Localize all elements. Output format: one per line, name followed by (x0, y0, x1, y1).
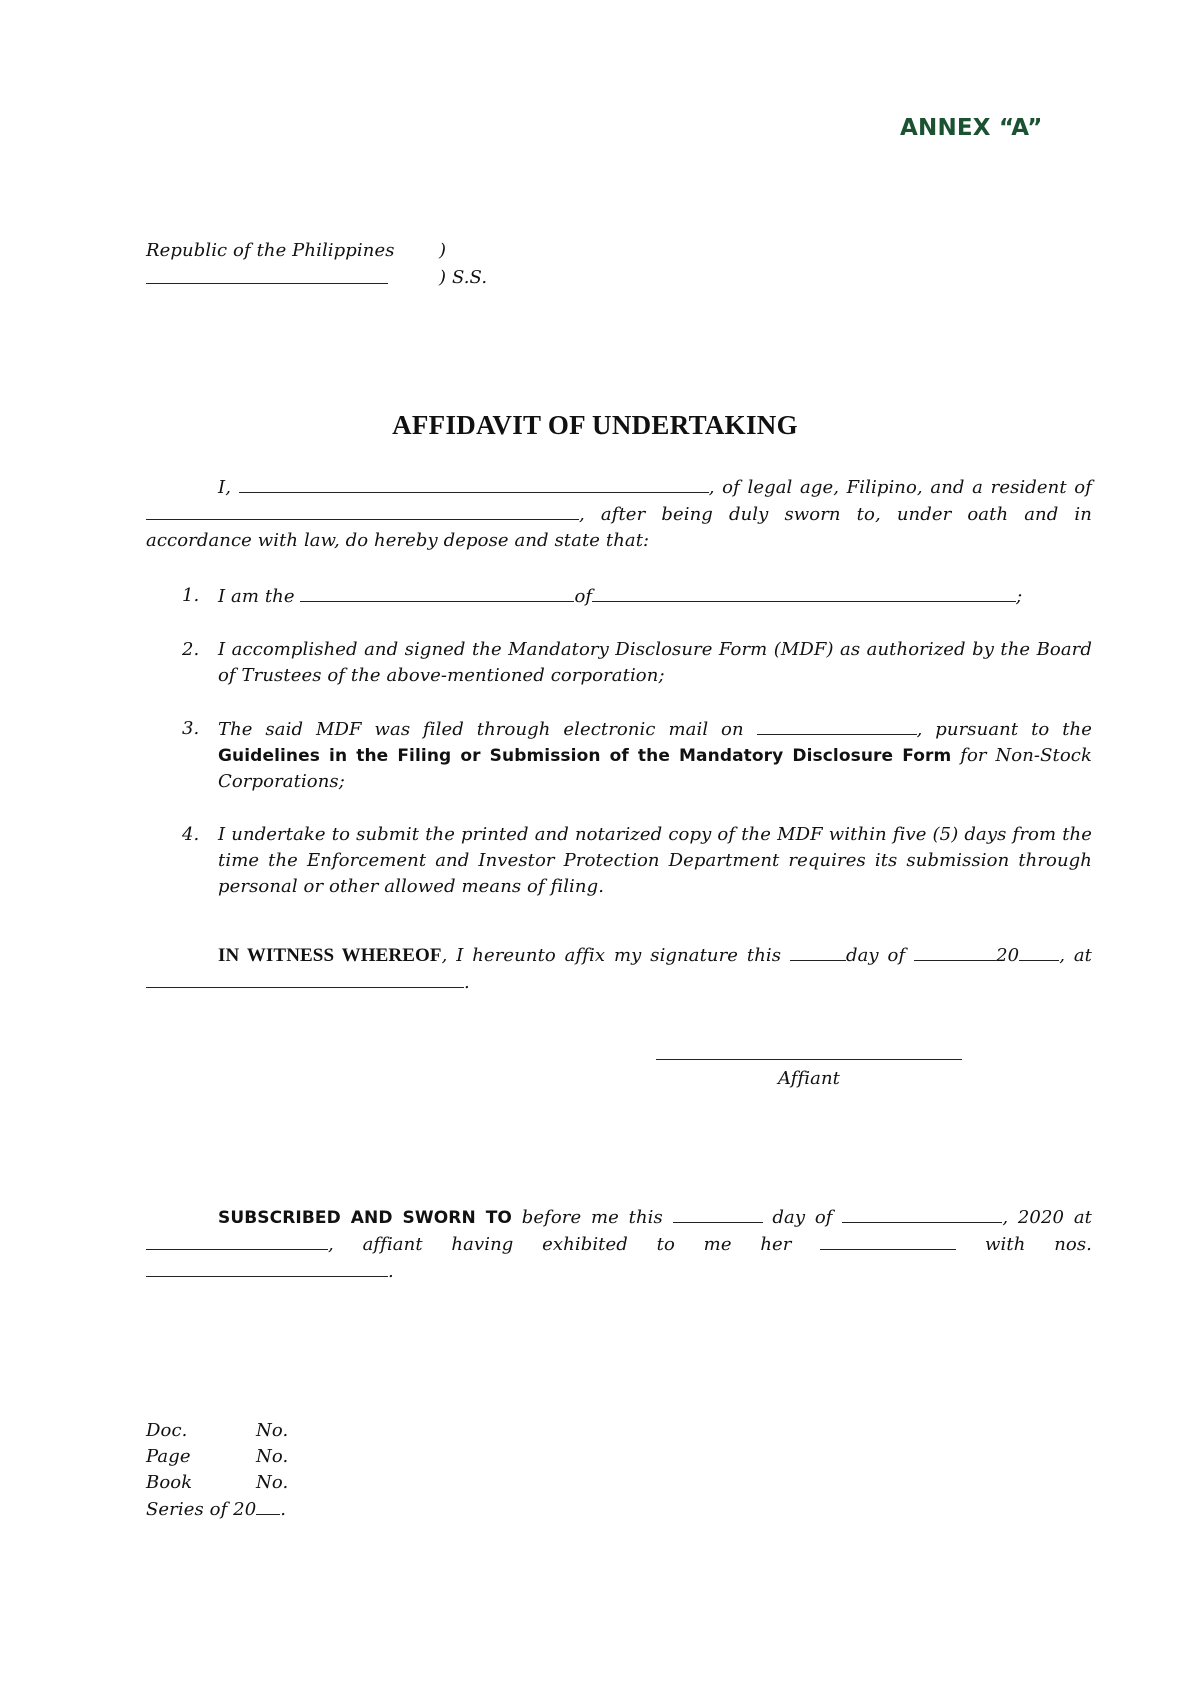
item-number: 1. (182, 585, 200, 606)
intro-i: I, (218, 477, 232, 498)
witness-paragraph (146, 942, 1092, 996)
item-number: 4. (182, 824, 200, 845)
notary-row (146, 1470, 289, 1496)
list-item (146, 583, 1092, 610)
id-number-blank[interactable] (146, 1258, 388, 1277)
intro-line3: accordance with law, do hereby depose and state that: (146, 530, 650, 551)
witness-text-b: day of (845, 945, 906, 966)
venue-city-blank[interactable] (146, 265, 388, 284)
series-period: . (280, 1499, 287, 1520)
intro-after-residence: , after being duly sworn to, under oath and in (579, 504, 1092, 525)
item-1-text-c: ; (1016, 586, 1023, 607)
subscribed-text-d: , affiant having exhibited to me her (328, 1234, 792, 1255)
witness-text-d: , at (1059, 945, 1093, 966)
witness-text-a: , I hereunto affix my signature this (441, 945, 782, 966)
item-1-text-a: I am the (218, 586, 295, 607)
affiant-signature-line[interactable] (656, 1058, 962, 1060)
subscribed-paragraph (146, 1204, 1092, 1285)
notary-label: Book (146, 1472, 193, 1493)
witness-heading: IN WITNESS WHEREOF (218, 945, 442, 966)
notary-label: Page (146, 1446, 191, 1467)
subscribed-month-blank[interactable] (842, 1204, 1002, 1223)
guidelines-title: Guidelines in the Filing or Submission of the Mandatory Disclosure Form (218, 746, 952, 766)
witness-place-blank[interactable] (146, 969, 464, 988)
id-type-blank[interactable] (820, 1231, 956, 1250)
notary-row (146, 1444, 289, 1470)
item-2-text: I accomplished and signed the Mandatory Disclosure Form (MDF) as authorized by the Board of Trustees of the above-mentioned corporation; (218, 639, 1092, 686)
affiant-label: Affiant (777, 1068, 841, 1089)
item-3-text-b: , pursuant to the (916, 719, 1092, 740)
intro-paragraph (146, 474, 1092, 554)
item-number: 2. (182, 639, 200, 660)
item-1-text-b: of (574, 586, 593, 607)
subscribed-text-e: with nos. (985, 1234, 1092, 1255)
venue-country: Republic of the Philippines (146, 240, 395, 261)
item-3-text-c: for Non-Stock Corporations; (218, 745, 1092, 792)
witness-month-blank[interactable] (914, 942, 996, 961)
notary-value: No. (256, 1446, 289, 1467)
notary-value: No. (256, 1420, 289, 1441)
subscribed-text-f: . (388, 1261, 394, 1282)
list-item (146, 637, 1092, 689)
residence-blank[interactable] (146, 501, 579, 520)
subscribed-text-a: before me this (521, 1207, 663, 1228)
series-label: Series of 20 (146, 1499, 257, 1520)
notary-row (146, 1496, 286, 1522)
item-4-text: I undertake to submit the printed and notarized copy of the MDF within five (5) days from the time the Enforcement and Investor Protection Department requires its submission through personal or other allowed means of filing. (218, 824, 1092, 897)
subscribed-heading: SUBSCRIBED AND SWORN TO (218, 1208, 512, 1228)
subscribed-text-b: day of (772, 1207, 833, 1228)
witness-year-blank[interactable] (1019, 942, 1059, 961)
witness-day-blank[interactable] (790, 942, 846, 961)
subscribed-day-blank[interactable] (673, 1204, 763, 1223)
item-3-text-a: The said MDF was filed through electronic mail on (218, 719, 744, 740)
notary-label: Doc. (146, 1420, 188, 1441)
corporation-blank[interactable] (592, 583, 1016, 602)
notary-value: No. (256, 1472, 289, 1493)
series-year-blank[interactable] (256, 1496, 280, 1515)
subscribed-text-c: , 2020 at (1002, 1207, 1092, 1228)
affiant-name-blank[interactable] (239, 474, 709, 493)
intro-after-name: , of legal age, Filipino, and a resident of (708, 477, 1092, 498)
position-blank[interactable] (300, 583, 574, 602)
statement-list (146, 583, 1092, 900)
annex-label: ANNEX “A” (900, 115, 1043, 141)
list-item (146, 716, 1092, 795)
filing-date-blank[interactable] (757, 716, 917, 735)
venue-ss: ) S.S. (439, 267, 488, 288)
document-title: AFFIDAVIT OF UNDERTAKING (392, 410, 798, 440)
witness-text-e: . (464, 972, 470, 993)
item-number: 3. (182, 718, 200, 739)
witness-text-c: 20 (996, 945, 1020, 966)
list-item (146, 822, 1092, 900)
venue-paren: ) (439, 240, 447, 261)
subscribed-place-blank[interactable] (146, 1231, 328, 1250)
venue-block (146, 238, 566, 292)
notary-row (146, 1418, 289, 1444)
notary-block (146, 1418, 289, 1522)
